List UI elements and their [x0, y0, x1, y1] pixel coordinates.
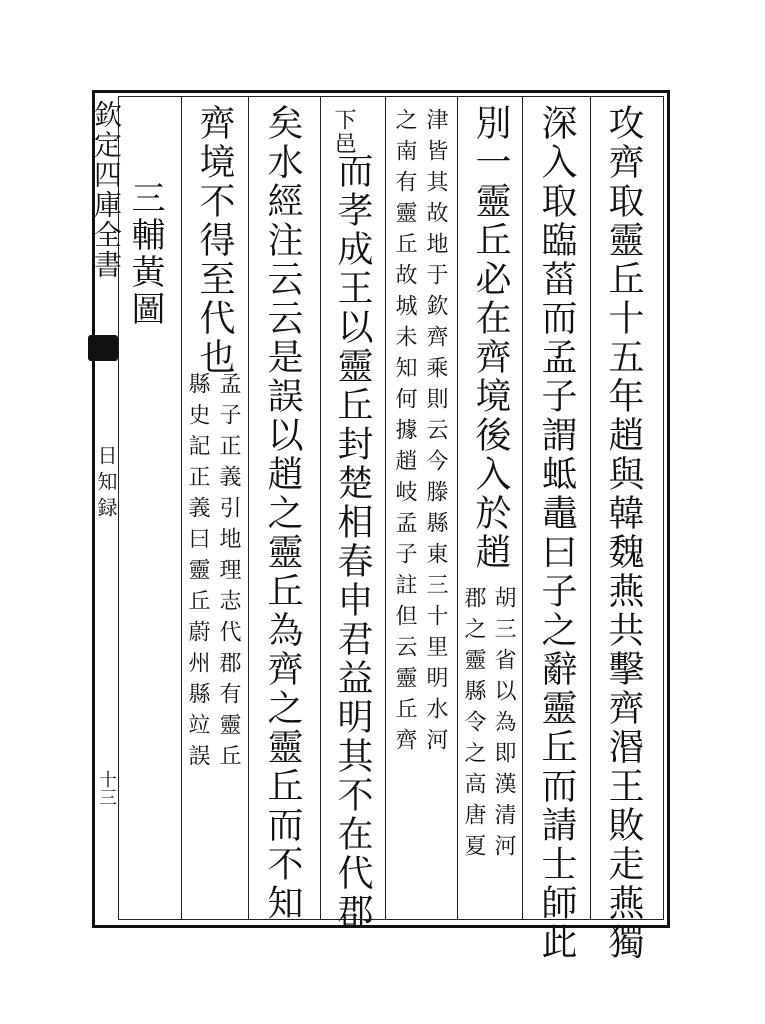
column-rule [320, 96, 321, 920]
text-column-1: 攻齊取靈丘十五年趙與韓魏燕共擊齊湣王敗走燕獨 [603, 104, 644, 962]
page-number: 十三 [96, 770, 117, 806]
annotation-5: 下邑 [331, 108, 356, 156]
text-column-3: 別一靈丘必在齊境後入於趙 [470, 104, 511, 572]
column-rule [457, 96, 458, 920]
annotation-7b: 縣史記正義曰靈丘蔚州縣竝誤 [185, 372, 210, 775]
section-heading: 三輔黃圖 [125, 180, 165, 328]
annotation-3b: 郡之靈縣令之高唐夏 [461, 586, 486, 865]
column-rule [385, 96, 386, 920]
annotation-7a: 孟子正義引地理志代郡有靈丘 [216, 372, 241, 775]
column-rule [248, 96, 249, 920]
book-title: 日知録 [94, 445, 118, 523]
text-column-6: 矣水經注云云是誤以趙之靈丘為齊之靈丘而不知 [262, 104, 303, 923]
column-rule [590, 96, 591, 920]
column-rule [522, 96, 523, 920]
fish-tail-band [88, 335, 118, 361]
text-column-7: 齊境不得至代也 [194, 104, 235, 377]
text-column-2: 深入取臨菑而孟子謂蚳鼃曰子之辭靈丘而請士師此 [536, 104, 577, 962]
annotation-3a: 胡三省以為即漢清河 [491, 586, 516, 865]
annotation-4b: 之南有靈丘故城未知何據趙岐孟子註但云靈丘齊 [392, 108, 417, 759]
column-rule [181, 96, 182, 920]
annotation-4a: 津皆其故地于欽齊乘則云今滕縣東三十里明水河 [423, 108, 448, 759]
collection-title: 欽定四庫全書 [90, 100, 123, 280]
text-column-5: 而孝成王以靈丘封楚相春申君益明其不在代郡 [332, 152, 373, 932]
